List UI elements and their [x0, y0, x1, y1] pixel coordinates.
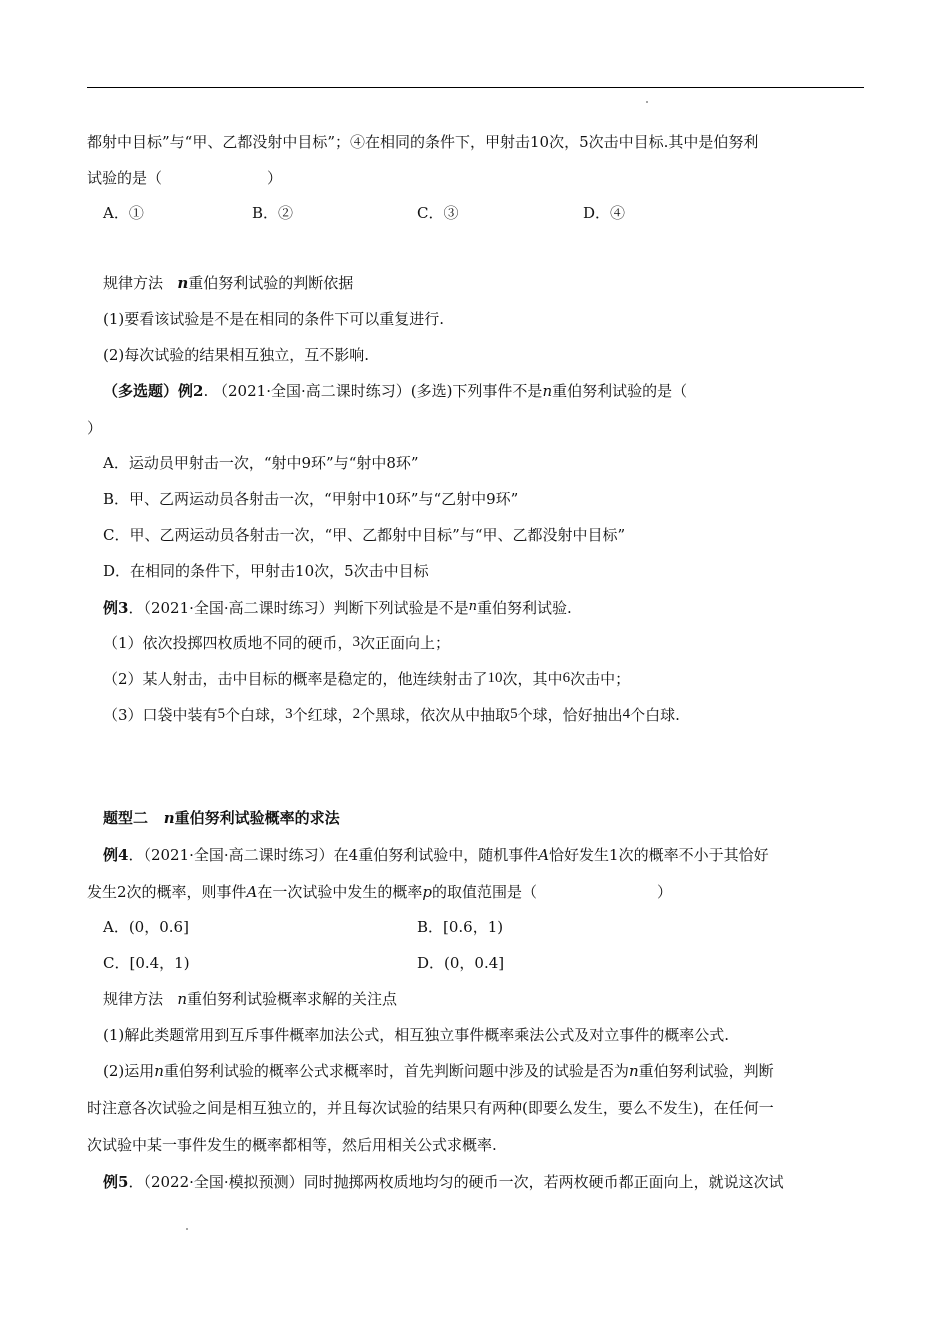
ex3-item-1-text-a: （1）依次投掷四枚质地不同的硬币，	[103, 634, 353, 652]
ex3-item-3-value-3: 2	[352, 706, 361, 722]
ex3-item-2	[103, 668, 630, 689]
ex4-stem	[103, 845, 769, 865]
method1-title	[103, 273, 353, 293]
ex3-item-2-text-a: （2）某人射击，击中目标的概率是稳定的，他连续射击了	[103, 670, 488, 688]
ex2-option-c: C．甲、乙两运动员各射击一次，“甲、乙都射中目标”与“甲、乙都没射中目标”	[103, 526, 626, 544]
ex4-label: 例4	[103, 846, 129, 864]
ex3-item-3-text-e: 个球，恰好抽出	[517, 706, 623, 724]
ex4-option-b: B．[0.6，1)	[417, 918, 504, 936]
method2-point-2-n: n	[154, 1062, 164, 1080]
method2-point-2-text-c: 重伯努利试验，判断	[638, 1062, 774, 1080]
ex2-option-d: D．在相同的条件下，甲射击10次，5次击中目标	[103, 562, 429, 580]
method2-title	[103, 989, 397, 1009]
ex3-text-b: 重伯努利试验.	[477, 599, 572, 617]
ex4-line-2-text-a: 发生2次的概率，则事件	[87, 883, 247, 901]
type2-n: n	[163, 809, 175, 827]
ex4-event-a: A	[538, 846, 550, 864]
ex3-item-3-value-2: 3	[285, 706, 293, 722]
ex2-option-a: A．运动员甲射击一次，“射中9环”与“射中8环”	[103, 454, 419, 472]
q1-line-1: 都射中目标”与“甲、乙都没射中目标”；④在相同的条件下，甲射击10次，5次击中目标.其中是伯努利	[87, 133, 759, 151]
ex2-option-b: B．甲、乙两运动员各射击一次，“甲射中10环”与“乙射中9环”	[103, 490, 519, 508]
ex2-line-2: ）	[87, 419, 103, 437]
ex2-n: n	[542, 382, 553, 400]
ex3-item-3-value-5: 4	[622, 706, 631, 722]
ex3-text-a: ．（2021·全国·高二课时练习）判断下列试验是不是	[128, 599, 469, 617]
ex5-label: 例5	[103, 1173, 129, 1191]
method2-title-text: 重伯努利试验概率求解的关注点	[187, 990, 398, 1008]
ex3-label: 例3	[103, 599, 129, 617]
ex3-n: n	[468, 599, 478, 614]
ex2-label: （多选题）例2	[103, 382, 204, 400]
method2-title-n: n	[177, 990, 187, 1008]
ex3-item-3-text-d: 个黑球，依次从中抽取	[360, 706, 511, 724]
ex3-item-3-text-a: （3）口袋中装有	[103, 706, 218, 724]
ex4-option-a: A．(0，0.6]	[103, 918, 189, 936]
method1-point-2: (2)每次试验的结果相互独立，互不影响.	[103, 346, 370, 364]
ex3-item-3-value-4: 5	[510, 706, 518, 722]
method2-point-2-line-2: 时注意各次试验之间是相互独立的，并且每次试验的结果只有两种(即要么发生，要么不发生)，在任何一	[87, 1099, 774, 1117]
ex4-text-a: ．（2021·全国·高二课时练习）在4重伯努利试验中，随机事件	[128, 846, 539, 864]
method2-title-label: 规律方法	[103, 990, 164, 1008]
ex4-line-2-text-c: 的取值范围是（ ）	[432, 883, 673, 901]
q1-option-b: B．②	[252, 204, 294, 222]
q1-option-a: A．①	[103, 204, 144, 222]
ex5-stem	[103, 1172, 784, 1192]
method2-point-2-text-a: (2)运用	[103, 1062, 155, 1080]
ex3-item-3-value-1: 5	[217, 706, 226, 722]
ex3-item-2-value-2: 6	[562, 670, 571, 686]
ex3-item-3-text-b: 个白球，	[225, 706, 286, 724]
ex3-item-3-text-f: 个白球.	[630, 706, 680, 724]
q1-line-2: 试验的是（ ）	[87, 169, 283, 187]
method2-point-1: (1)解此类题常用到互斥事件概率加法公式，相互独立事件概率乘法公式及对立事件的概率公式.	[103, 1026, 730, 1044]
type2-title: 重伯努利试验概率的求法	[174, 809, 340, 827]
header-rule	[87, 87, 864, 88]
ex3-item-2-value-1: 10	[487, 670, 503, 686]
q1-option-d: D．④	[583, 204, 626, 222]
ex2-text-b: 重伯努利试验的是（	[552, 382, 688, 400]
ex3-item-2-text-c: 次击中；	[570, 670, 631, 688]
ex4-line-2-p: p	[422, 883, 433, 901]
ex3-stem	[103, 597, 572, 618]
method1-title-text: 重伯努利试验的判断依据	[188, 274, 354, 292]
ex5-text: ．（2022·全国·模拟预测）同时抛掷两枚质地均匀的硬币一次，若两枚硬币都正面向上，就说这次试	[128, 1173, 784, 1191]
method1-title-label: 规律方法	[103, 274, 164, 292]
ex4-text-b: 恰好发生1次的概率不小于其恰好	[549, 846, 769, 864]
ex2-text-a: （2021·全国·高二课时练习）(多选)下列事件不是	[213, 382, 543, 400]
ex4-line-2	[87, 882, 672, 902]
ex4-option-c: C．[0.4，1)	[103, 954, 190, 972]
ex3-item-1-text-b: 次正面向上；	[360, 634, 451, 652]
method1-title-n: n	[177, 274, 189, 292]
ex4-option-d: D．(0，0.4]	[417, 954, 505, 972]
ex3-item-1	[103, 632, 450, 653]
ex2-stem	[103, 381, 687, 401]
scan-dot-bottom	[186, 1228, 188, 1230]
method1-point-1: (1)要看该试验是不是在相同的条件下可以重复进行.	[103, 310, 445, 328]
q1-option-c: C．③	[417, 204, 459, 222]
ex2-dot: .	[203, 382, 209, 400]
ex3-item-3-text-c: 个红球，	[292, 706, 353, 724]
type2-heading	[103, 808, 340, 828]
ex4-line-2-event-a: A	[246, 883, 258, 901]
ex3-item-1-value-1: 3	[352, 634, 361, 650]
ex3-item-2-text-b: 次，其中	[502, 670, 563, 688]
method2-point-2-n2: n	[628, 1062, 639, 1080]
method2-point-2-text-b: 重伯努利试验的概率公式求概率时，首先判断问题中涉及的试验是否为	[163, 1062, 629, 1080]
method2-point-2	[103, 1061, 774, 1081]
scan-dot	[646, 101, 648, 103]
ex4-line-2-text-b: 在一次试验中发生的概率	[257, 883, 423, 901]
ex3-item-3	[103, 704, 680, 725]
type2-label: 题型二	[103, 809, 149, 827]
method2-point-2-line-3: 次试验中某一事件发生的概率都相等，然后用相关公式求概率.	[87, 1136, 497, 1154]
